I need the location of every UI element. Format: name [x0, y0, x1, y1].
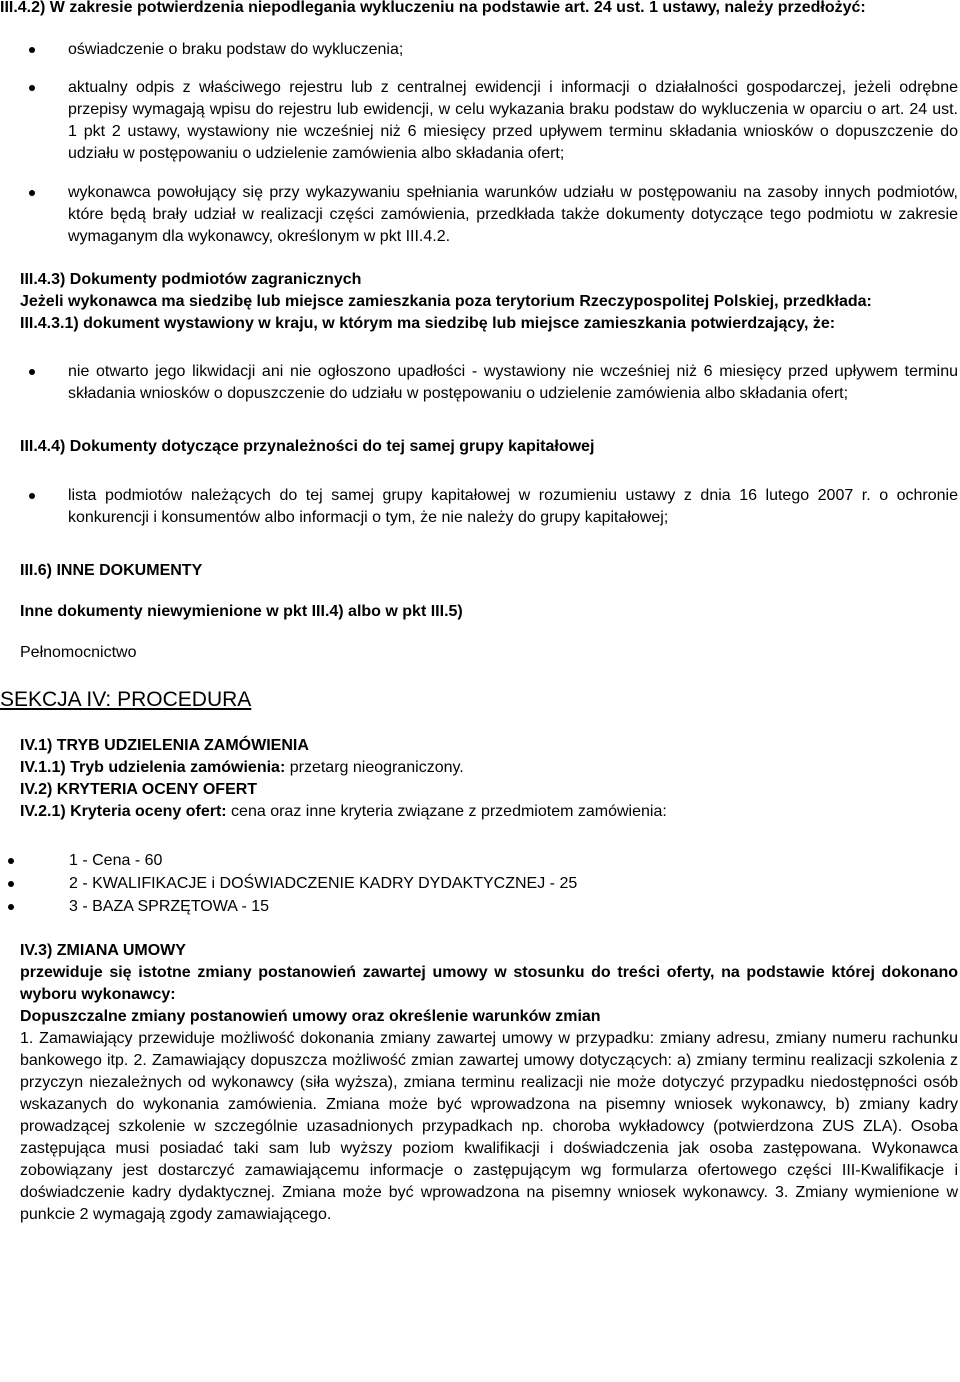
- list-item: wykonawca powołujący się przy wykazywaniu spełniania warunków udziału w postępowaniu na zasoby innych podmiotów, które będą brały udział w realizacji części zamówienia, przedkłada także dokumenty dotyczące tego podmiotu w zakresie wymaganym dla wykonawcy, określonym w pkt III.4.2.: [20, 182, 958, 248]
- kryteria-line: [20, 801, 958, 823]
- section-iv-3: [20, 940, 958, 1226]
- list-item: lista podmiotów należących do tej samej grupy kapitałowej w rozumieniu ustawy z dnia 16 lutego 2007 r. o ochronie konkurencji i konsumentów albo informacji o tym, że nie należy do grupy kapitałowej;: [20, 485, 958, 529]
- kryteria-label: IV.2.1) Kryteria oceny ofert:: [20, 803, 227, 820]
- section-heading-iii-4-4: III.4.4) Dokumenty dotyczące przynależności do tej samej grupy kapitałowej: [20, 438, 595, 455]
- criterion-item: 3 - BAZA SPRZĘTOWA - 15: [20, 896, 958, 918]
- document-name: Pełnomocnictwo: [20, 644, 137, 661]
- criteria-list: [20, 850, 958, 918]
- kryteria-value: cena oraz inne kryteria związane z przedmiotem zamówienia:: [226, 803, 667, 820]
- list-iii-4-3-1: [20, 361, 958, 405]
- zmiana-body: 1. Zamawiający przewiduje możliwość dokonania zmiany zawartej umowy w przypadku: zmiany adresu, zmiany numeru rachunku bankowego itp. 2. Zamawiający dopuszcza możliwość zmian zawartej umowy dotyczących: a) zmiany terminu realizacji szkolenia z przyczyn niezależnych od wykonawcy (siła wyższa), zmiana terminu realizacji nie może dotyczyć przypadku niedostępności osób wskazanych do wykonania zamówienia. Zmiana może być wprowadzona na pisemny wniosek wykonawcy, b) zmiany kadry prowadzącej szkolenie w szczególnie uzasadnionych przypadkach np. choroba wykładowcy (potwierdzona ZUS ZLA). Osoba zastępująca musi posiadać taki sam lub wyższy poziom kwalifikacji i doświadczenia jak osoba zastępowana. Wykonawca zobowiązany jest dostarczyć zamawiającemu informacje o zastępującym wg formularza ofertowego części III-Kwalifikacje i doświadczenie kadry dydaktycznej. Zmiana może być wprowadzona na pisemny wniosek wykonawcy. 3. Zmiany wymienione w punkcie 2 wymagają zgody zamawiającego.: [20, 1030, 958, 1223]
- list-item: aktualny odpis z właściwego rejestru lub z centralnej ewidencji i informacji o działalności gospodarczej, jeżeli odrębne przepisy wymagają wpisu do rejestru lub ewidencji, w celu wykazania braku podstaw do wykluczenia w oparciu o art. 24 ust. 1 pkt 2 ustawy, wystawiony nie wcześniej niż 6 miesięcy przed upływem terminu składania wniosków o dopuszczenie do udziału w postępowaniu o udzielenie zamówienia albo składania ofert;: [20, 77, 958, 165]
- tryb-line: [20, 757, 958, 779]
- section-iv-1: [20, 735, 958, 823]
- list-item: oświadczenie o braku podstaw do wykluczenia;: [20, 39, 958, 61]
- section-heading-iii-6: III.6) INNE DOKUMENTY: [20, 562, 203, 579]
- tryb-heading: IV.1) TRYB UDZIELENIA ZAMÓWIENIA: [20, 737, 309, 754]
- section-subheading-foreign: Jeżeli wykonawca ma siedzibę lub miejsce zamieszkania poza terytorium Rzeczypospolitej Polskiej, przedkłada:: [20, 293, 872, 310]
- criterion-item: 1 - Cena - 60: [20, 850, 958, 872]
- zmiana-subheading: Dopuszczalne zmiany postanowień umowy oraz określenie warunków zmian: [20, 1008, 601, 1025]
- zmiana-statement: przewiduje się istotne zmiany postanowień zawartej umowy w stosunku do treści oferty, na podstawie której dokonano wyboru wykonawcy:: [20, 964, 958, 1003]
- section-subheading-iii-6: Inne dokumenty niewymienione w pkt III.4) albo w pkt III.5): [20, 603, 463, 620]
- zmiana-heading: IV.3) ZMIANA UMOWY: [20, 942, 186, 959]
- list-item: nie otwarto jego likwidacji ani nie ogłoszono upadłości - wystawiony nie wcześniej niż 6 miesięcy przed upływem terminu składania wniosków o dopuszczenie do udziału w postępowaniu o udzielenie zamówienia albo składania ofert;: [20, 361, 958, 405]
- section-heading-iii-4-3: III.4.3) Dokumenty podmiotów zagranicznych: [20, 271, 362, 288]
- list-iii-4-4: [20, 485, 958, 529]
- tryb-label: IV.1.1) Tryb udzielenia zamówienia:: [20, 759, 286, 776]
- tryb-value: przetarg nieograniczony.: [285, 759, 464, 776]
- criterion-item: 2 - KWALIFIKACJE i DOŚWIADCZENIE KADRY DYDAKTYCZNEJ - 25: [20, 873, 958, 895]
- section-iii-4-3: [20, 269, 958, 335]
- section-heading-iii-4-2: III.4.2) W zakresie potwierdzenia niepodlegania wykluczeniu na podstawie art. 24 ust. 1 ustawy, należy przedłożyć:: [0, 0, 866, 16]
- section-iv-title: SEKCJA IV: PROCEDURA: [0, 688, 252, 711]
- kryteria-heading: IV.2) KRYTERIA OCENY OFERT: [20, 781, 258, 798]
- section-heading-iii-4-3-1: III.4.3.1) dokument wystawiony w kraju, w którym ma siedzibę lub miejsce zamieszkania potwierdzający, że:: [20, 315, 836, 332]
- list-iii-4-2: [20, 39, 958, 248]
